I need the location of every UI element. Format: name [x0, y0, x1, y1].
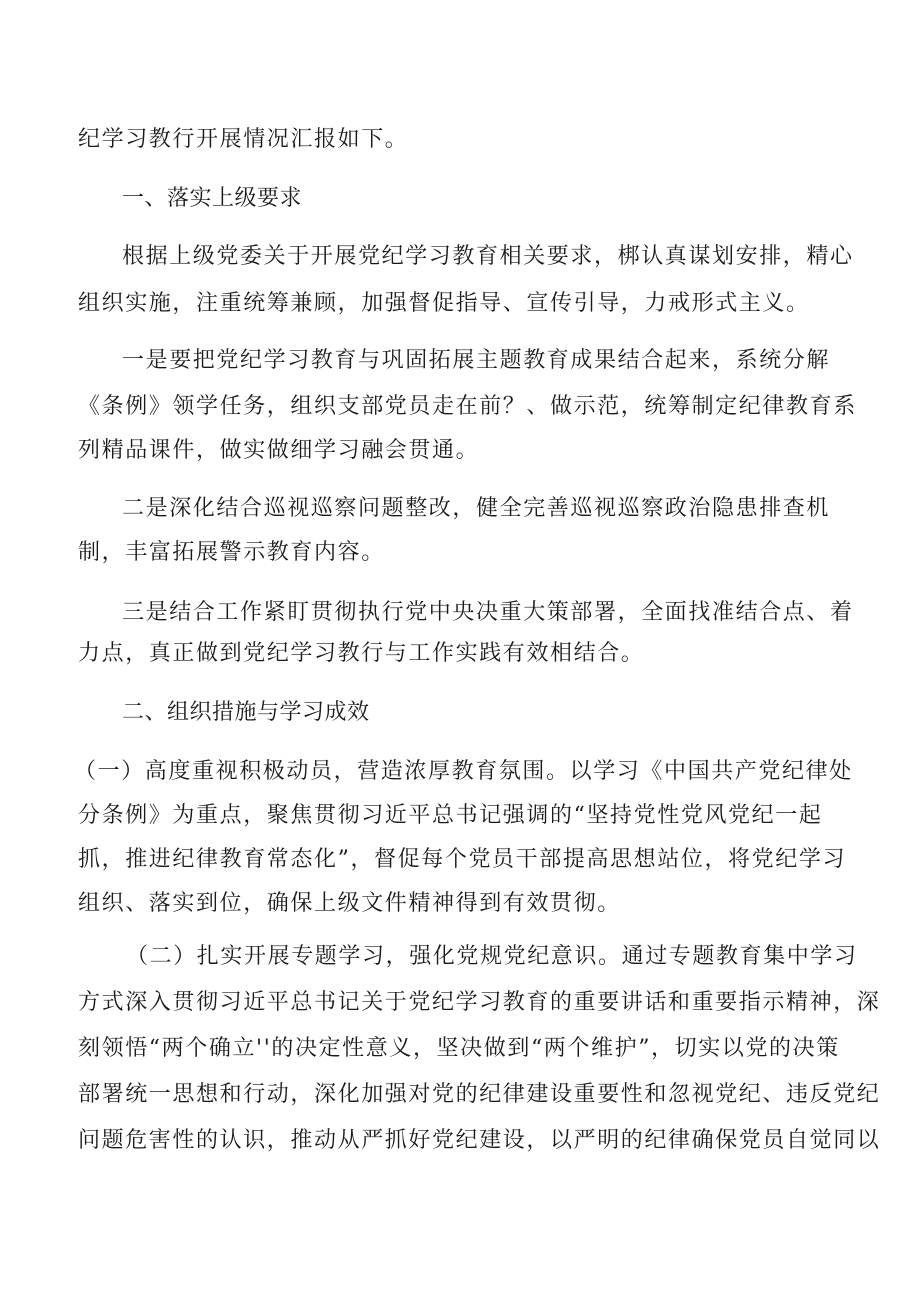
section1-heading: 一、落实上级要求 [122, 186, 303, 211]
section2-p2-line3: 刻领悟“两个确立''的决定性意义，坚决做到“两个维护”，切实以党的决策 [78, 1036, 840, 1061]
section2-heading: 二、组织措施与学习成效 [122, 700, 370, 725]
section1-p2-line3: 列精品课件，做实做细学习融会贯通。 [78, 438, 480, 463]
section1-p1-line1: 根据上级党委关于开展党纪学习教育相关要求，梆认真谋划安排，精心 [122, 244, 854, 269]
section1-p1-line2: 组织实施，注重统筹兼顾，加强督促指导、宣传引导，力戒形式主义。 [78, 291, 810, 316]
section1-p2-line1: 一是要把党纪学习教育与巩固拓展主题教育成果结合起来，系统分解 [122, 348, 831, 373]
section2-p1-line2: 分条例》为重点，聚焦贯彻习近平总书记强调的“坚持党性党风党纪一起 [78, 803, 823, 828]
section1-p4-line2: 力点，真正做到党纪学习教行与工作实践有效相结合。 [78, 641, 645, 666]
section2-p1-line1: （一）高度重视积极动员，营造浓厚教育氛围。以学习《中国共产党纪律处 [74, 759, 853, 784]
section2-p2-line4: 部署统一思想和行动，深化加强对党的纪律建设重要性和忽视党纪、违反党纪 [78, 1082, 881, 1107]
section2-p2-line1: （二）扎实开展专题学习，强化党规党纪意识。通过专题教育集中学习 [126, 944, 858, 969]
section1-p2-line2: 《条例》领学任务，组织支部党员走在前？、做示范，统筹制定纪律教育系 [78, 394, 857, 419]
section1-p3-line2: 制，丰富拓展警示教育内容。 [78, 540, 385, 565]
section2-p2-line5: 问题危害性的认识，推动从严抓好党纪建设，以严明的纪律确保党员自觉同以 [78, 1128, 881, 1153]
section2-p1-line3: 抓，推进纪律教育常态化”，督促每个党员干部提高思想站位，将党纪学习 [78, 847, 847, 872]
section2-p1-line4: 组织、落实到位，确保上级文件精神得到有效贯彻。 [78, 891, 621, 916]
section2-p2-line2: 方式深入贯彻习近平总书记关于党纪学习教育的重要讲话和重要指示精神，深 [78, 990, 881, 1015]
intro-tail-line: 纪学习教行开展情况汇报如下。 [78, 127, 409, 152]
section1-p3-line1: 二是深化结合巡视巡察问题整改，健全完善巡视巡察政治隐患排查机 [122, 496, 831, 521]
section1-p4-line1: 三是结合工作紧盯贯彻执行党中央决重大策部署，全面找准结合点、着 [122, 600, 854, 625]
